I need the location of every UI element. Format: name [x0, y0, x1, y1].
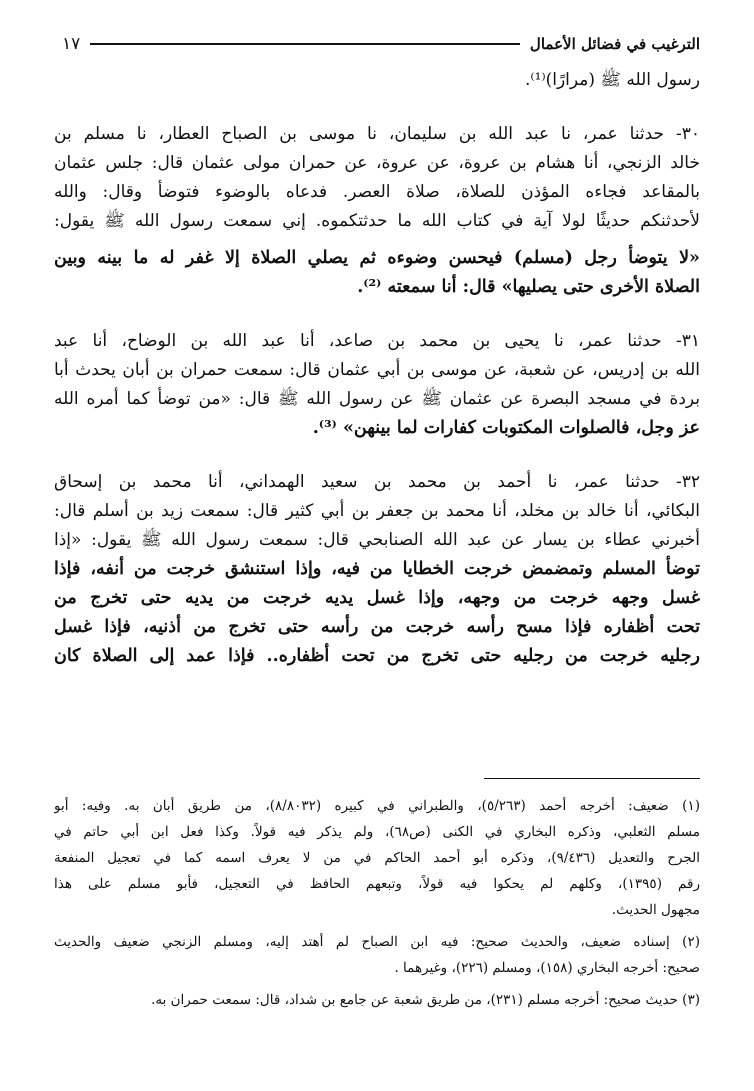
text-line: رسول الله ﷺ (مرارًا)⁽¹⁾.	[525, 70, 700, 90]
text-line: ٣١- حدثنا عمر، نا يحيى بن محمد بن صاعد، أنا عبد الله بن الوضاح، أنا عبد	[54, 331, 700, 351]
footnote	[54, 987, 700, 1013]
text-line: البكائي، أنا خالد بن مخلد، أنا محمد بن جعفر بن أبي كثير قال: سمعت زيد بن أسلم قال:	[54, 501, 700, 521]
footnote	[54, 929, 700, 981]
running-title: الترغيب في فضائل الأعمال	[529, 35, 700, 53]
footnote-line: (٢) إسناده ضعيف، والحديث صحيح: فيه ابن الصباح لم أهتد إليه، ومسلم الزنجي ضعيف والحديث	[54, 934, 700, 950]
line-gap	[54, 236, 700, 244]
paragraph	[54, 327, 700, 443]
paragraph	[54, 66, 700, 95]
running-header	[62, 28, 700, 60]
text-line: غسل وجهه خرجت من وجهه، وإذا غسل يديه خرجت من يديه حتى تخرج من	[54, 588, 700, 608]
text-line: عز وجل، فالصلوات المكتوبات كفارات لما بينهن» ⁽³⁾.	[312, 418, 700, 438]
text-line: ٣٠- حدثنا عمر، نا عبد الله بن سليمان، نا موسى بن الصباح العطار، نا مسلم بن	[54, 124, 700, 144]
text-line: بالمقاعد فجاءه المؤذن للصلاة، صلاة العصر. فدعاه بالوضوء فتوضأ وقال: والله	[54, 182, 700, 202]
footnote-line: صحيح: أخرجه البخاري (١٥٨)، ومسلم (٢٢٦)، وغيرهما .	[394, 960, 700, 976]
footnote-line: رقم (١٣٩٥)، وكلهم لم يحكوا فيه قولاً، وتبعهم الحافظ في التعجيل، فأبو مسلم على هذا	[54, 876, 700, 892]
text-line: بردة في مسجد البصرة عن عثمان ﷺ عن رسول الله ﷺ قال: «من توضأ كما أمره الله	[54, 389, 700, 409]
paragraph-gap	[54, 302, 700, 327]
text-line: الله بن إدريس، عن شعبة، عن موسى بن أبي عثمان قال: سمعت حمران بن أبان يحدث أبا	[54, 360, 700, 380]
text-line: توضأ المسلم وتمضمض خرجت الخطايا من فيه، وإذا استنشق خرجت من أنفه، فإذا	[54, 559, 700, 579]
header-rule	[90, 43, 520, 45]
footnote-line: مسلم الثعلبي، وذكره البخاري في الكنى (ص٦٨)، ولم يذكر فيه قولاً. وكذا فعل ابن أبي حاتم في	[54, 824, 700, 840]
footnote-line: (١) ضعيف: أخرجه أحمد (٥/٢٦٣)، والطبراني في كبيره (٨/٨٠٣٢)، من طريق أبان به. وفيه: أبو	[54, 798, 700, 814]
main-text	[54, 66, 700, 671]
text-line: ٣٢- حدثنا عمر، نا أحمد بن محمد بن سعيد الهمداني، أنا محمد بن إسحاق	[54, 472, 700, 492]
text-line: رجليه خرجت من رجليه حتى تخرج من تحت أظفاره.. فإذا عمد إلى الصلاة كان	[54, 646, 700, 666]
page-number: ١٧	[62, 34, 81, 54]
text-line: خالد الزنجي، أنا هشام بن عروة، عن عروة، عن حمران مولى عثمان قال: جلس عثمان	[54, 153, 700, 173]
footnotes	[54, 793, 700, 1013]
text-line: «لا يتوضأ رجل (مسلم) فيحسن وضوءه ثم يصلي الصلاة إلا غفر له ما بينه وبين	[54, 248, 700, 268]
footnote	[54, 793, 700, 923]
paragraph	[54, 468, 700, 671]
paragraph-gap	[54, 95, 700, 120]
text-line: لأحدثنكم حديثًا لولا آية في كتاب الله ما حدثتكموه. إني سمعت رسول الله ﷺ يقول:	[54, 211, 700, 231]
footnote-separator	[484, 778, 700, 779]
text-line: أخبرني عطاء بن يسار عن عبد الله الصنابحي قال: سمعت رسول الله ﷺ يقول: «إذا	[54, 530, 700, 550]
footnote-line: مجهول الحديث.	[611, 902, 700, 918]
paragraph-gap	[54, 443, 700, 468]
text-line: تحت أظفاره فإذا مسح رأسه خرجت من رأسه حتى تخرج من أذنيه، فإذا غسل	[54, 617, 700, 637]
paragraph	[54, 120, 700, 302]
footnote-line: الجرح والتعديل (٩/٤٣٦)، وذكره أبو أحمد الحاكم في من لا يعرف اسمه كما في تعجيل المنفعة	[54, 850, 700, 866]
footnote-line: (٣) حديث صحيح: أخرجه مسلم (٢٣١)، من طريق شعبة عن جامع بن شداد، قال: سمعت حمران به.	[151, 992, 700, 1008]
text-line: الصلاة الأخرى حتى يصليها» قال: أنا سمعته ⁽²⁾.	[357, 277, 700, 297]
